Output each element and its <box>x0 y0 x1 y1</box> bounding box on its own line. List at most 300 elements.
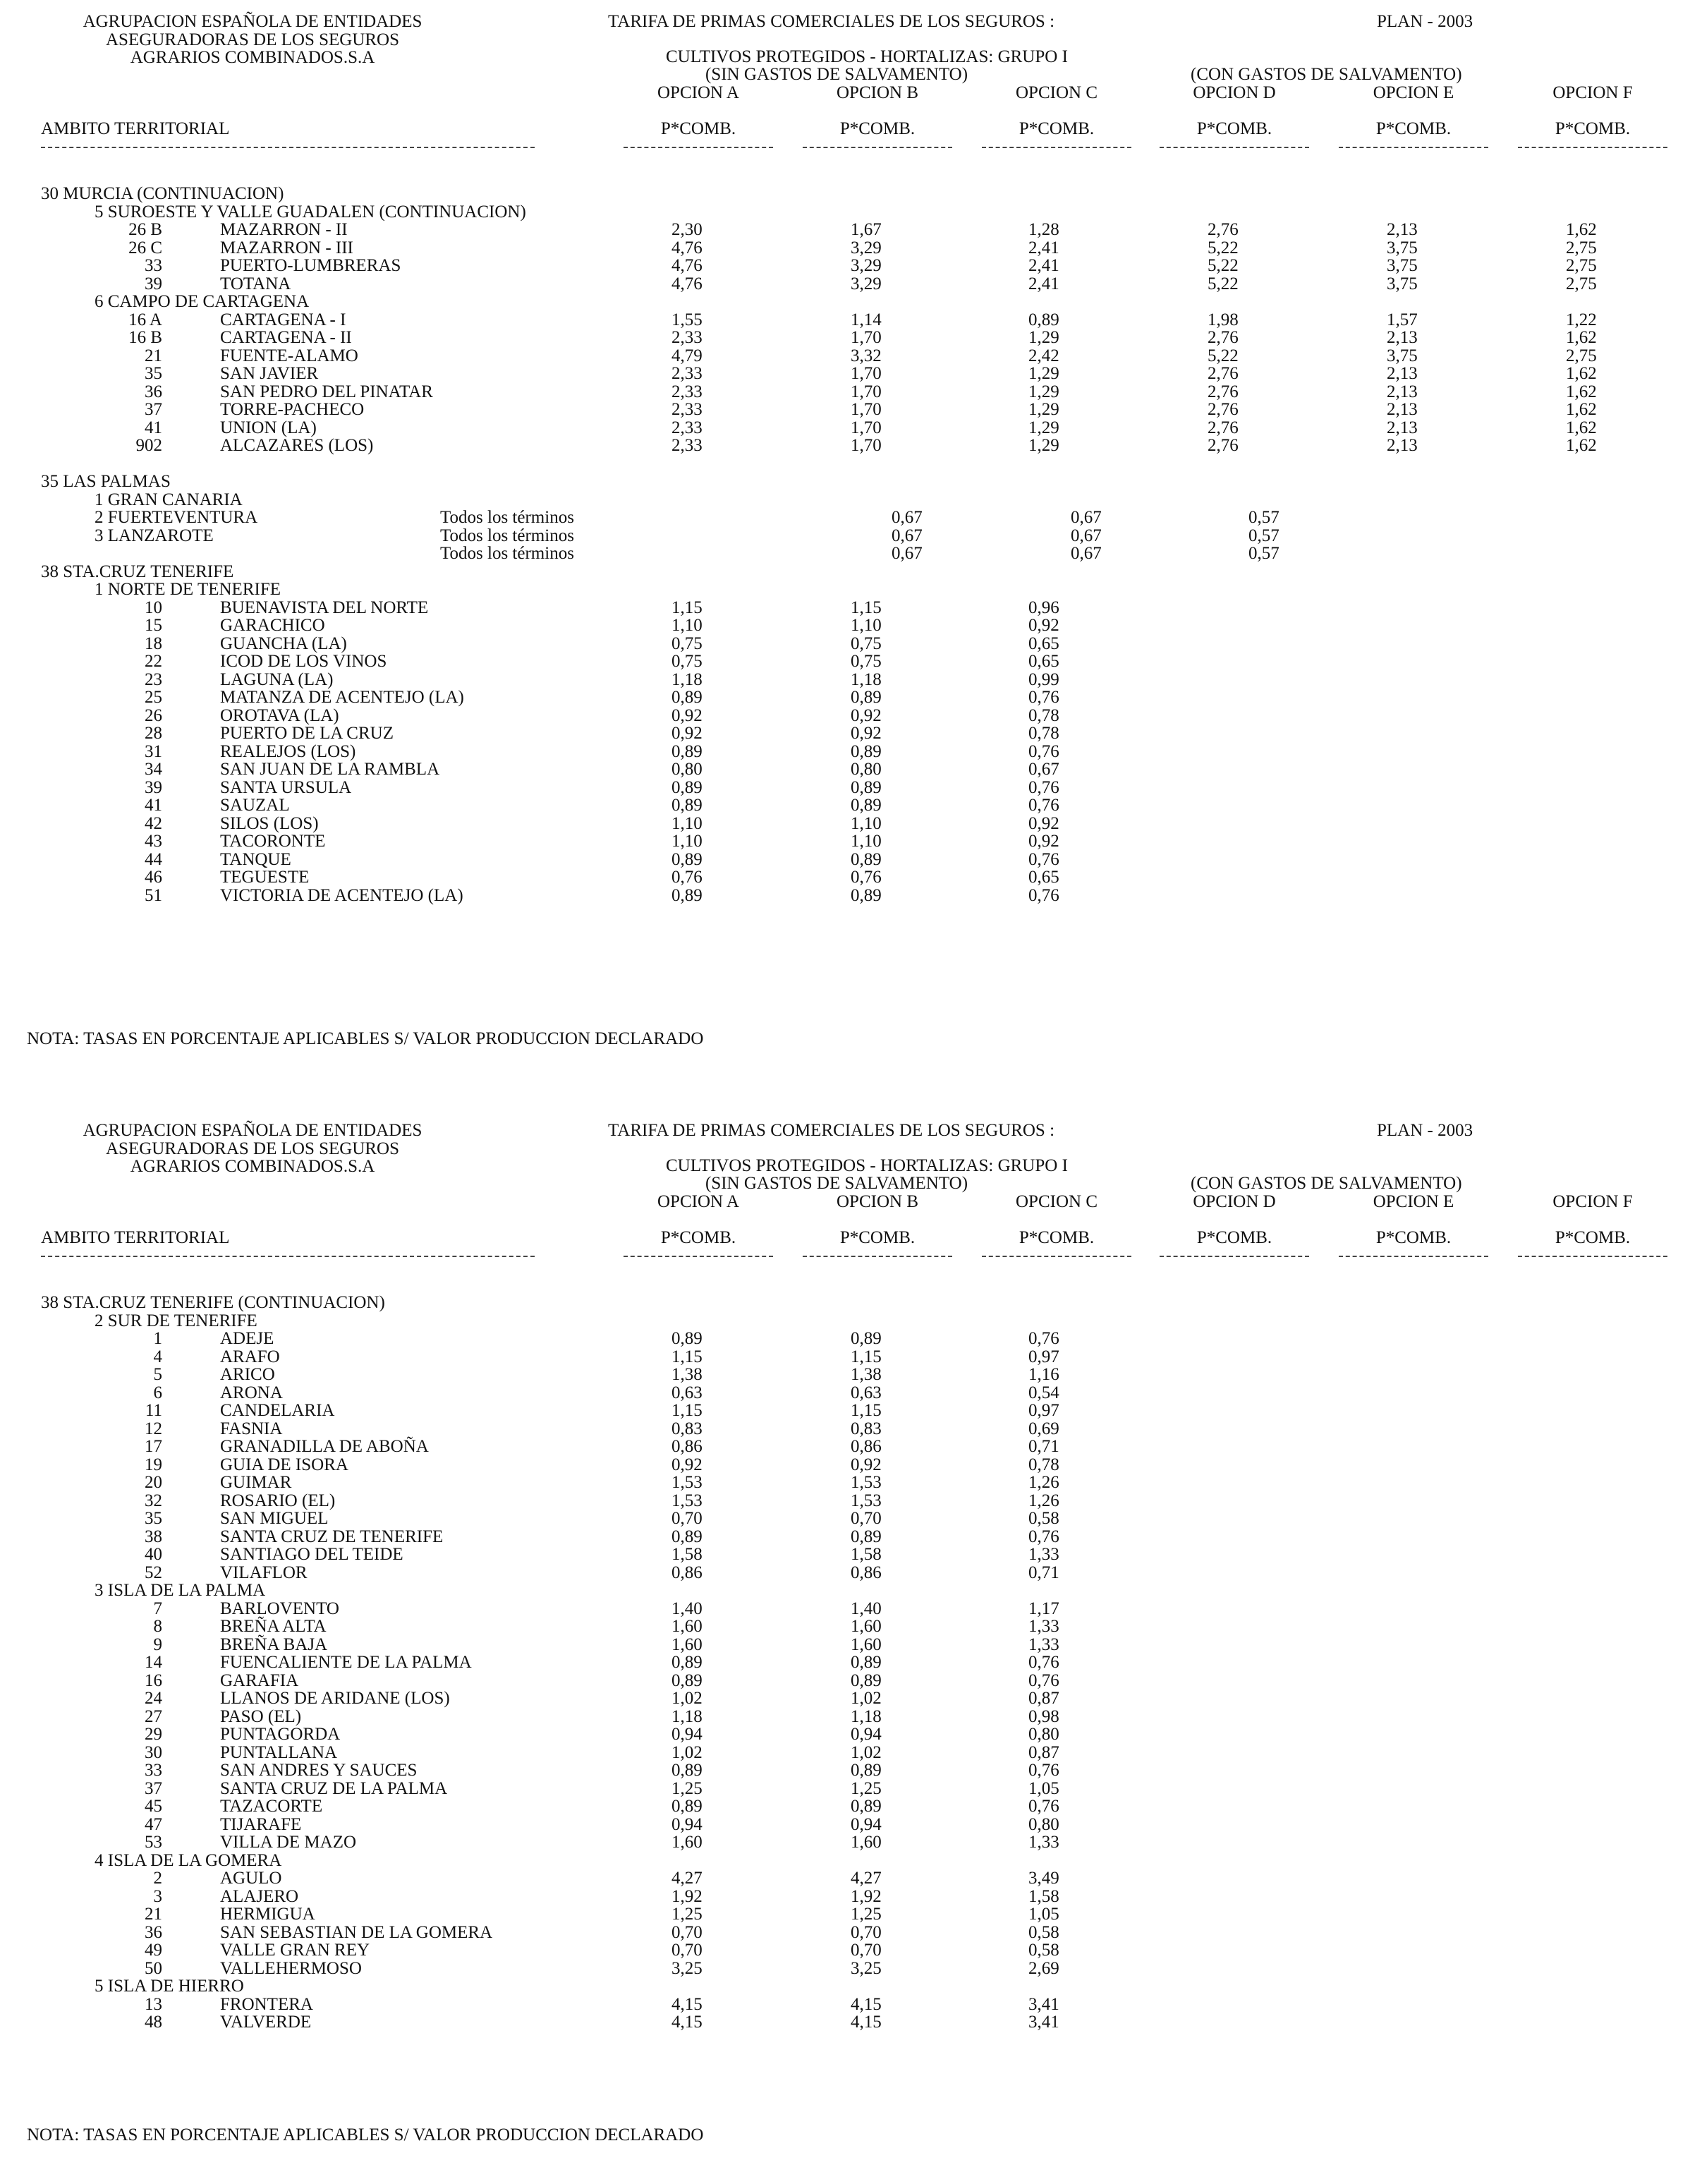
table-row <box>0 1636 1690 1654</box>
rate-value: 1,29 <box>1028 436 1059 455</box>
table-row <box>0 401 1690 419</box>
term-name: VILLA DE MAZO <box>220 1833 357 1852</box>
rate-value: 1,70 <box>851 328 882 347</box>
rate-value: 3,29 <box>851 238 882 257</box>
table-row <box>0 707 1690 725</box>
term-name: CARTAGENA - II <box>220 328 352 347</box>
rate-value: 1,62 <box>1566 220 1597 239</box>
rate-value: 1,25 <box>851 1778 882 1798</box>
table-row <box>0 743 1690 761</box>
rate-value: 0,92 <box>1028 616 1059 635</box>
rate-value: 0,76 <box>1028 741 1059 761</box>
section-label: 2 FUERTEVENTURA <box>95 508 258 527</box>
rate-value: 0,80 <box>671 760 703 779</box>
term-code: 11 <box>145 1401 162 1420</box>
term-code: 32 <box>145 1491 162 1510</box>
rate-value: 1,15 <box>851 597 882 617</box>
rate-value: 0,65 <box>1028 652 1059 671</box>
rate-value: 0,89 <box>851 1797 882 1816</box>
rate-value: 2,13 <box>1387 436 1418 455</box>
rate-value: 0,89 <box>671 688 703 707</box>
table-row <box>0 1474 1690 1492</box>
province-heading <box>0 473 1690 491</box>
term-name: SANTA CRUZ DE TENERIFE <box>220 1527 444 1546</box>
rate-value: 0,71 <box>1028 1437 1059 1456</box>
section-label: 4 ISLA DE LA GOMERA <box>95 1850 282 1870</box>
term-name: BUENAVISTA DEL NORTE <box>220 597 429 617</box>
option-header: OPCION D <box>1193 1192 1276 1211</box>
table-row <box>0 1384 1690 1402</box>
rate-value: 0,57 <box>1248 526 1279 545</box>
rate-value: 0,71 <box>1028 1563 1059 1582</box>
term-code: 36 <box>145 1922 162 1942</box>
pcomb-header: P*COMB. <box>660 119 736 138</box>
spacer <box>0 455 1690 473</box>
term-name: VICTORIA DE ACENTEJO (LA) <box>220 885 463 905</box>
tariff-page-1 <box>0 12 1690 1048</box>
rate-value: 1,18 <box>851 669 882 689</box>
rate-value: 1,40 <box>671 1598 703 1618</box>
pcomb-header: P*COMB. <box>1196 1228 1272 1247</box>
rate-value: 1,67 <box>851 220 882 239</box>
footnote: NOTA: TASAS EN PORCENTAJE APLICABLES S/ VALOR PRODUCCION DECLARADO <box>27 2125 704 2144</box>
rate-value: 1,02 <box>851 1742 882 1762</box>
term-code: 17 <box>145 1437 162 1456</box>
rate-value: 1,26 <box>1028 1491 1059 1510</box>
term-name: TAZACORTE <box>220 1797 323 1816</box>
term-name: Todos los términos <box>440 544 574 563</box>
rate-value: 1,29 <box>1028 400 1059 419</box>
term-name: CANDELARIA <box>220 1401 335 1420</box>
term-code: 21 <box>145 346 162 365</box>
rate-value: 0,70 <box>671 1941 703 1960</box>
rate-value: 0,58 <box>1028 1941 1059 1960</box>
term-code: 26 C <box>128 238 162 257</box>
table-row <box>0 1438 1690 1456</box>
rate-value: 0,75 <box>851 633 882 653</box>
term-name: LLANOS DE ARIDANE (LOS) <box>220 1689 450 1708</box>
rate-value: 0,94 <box>851 1725 882 1744</box>
rate-value: 3,75 <box>1387 346 1418 365</box>
rate-value: 0,92 <box>1028 832 1059 851</box>
term-name: TACORONTE <box>220 832 326 851</box>
tariff-title: TARIFA DE PRIMAS COMERCIALES DE LOS SEGUROS : <box>608 1121 1055 1140</box>
section-label: 5 ISLA DE HIERRO <box>95 1977 244 1996</box>
pcomb-header: P*COMB. <box>839 119 916 138</box>
rate-value: 3,29 <box>851 256 882 275</box>
table-row <box>0 1528 1690 1546</box>
organization-name: AGRUPACION ESPAÑOLA DE ENTIDADES ASEGURADORAS DE LOS SEGUROS AGRARIOS COMBINADOS.S.A <box>83 12 422 67</box>
pcomb-header: P*COMB. <box>660 1228 736 1247</box>
pcomb-header: P*COMB. <box>1375 119 1452 138</box>
rate-value: 4,79 <box>671 346 703 365</box>
rate-value: 4,15 <box>851 2013 882 2032</box>
rate-value: 0,58 <box>1028 1509 1059 1528</box>
rate-value: 3,25 <box>851 1958 882 1978</box>
table-row <box>0 1797 1690 1816</box>
term-code: 40 <box>145 1545 162 1564</box>
term-name: VALLE GRAN REY <box>220 1941 370 1960</box>
table-row <box>0 1833 1690 1852</box>
term-code: 39 <box>145 274 162 293</box>
term-name: PUERTO DE LA CRUZ <box>220 724 394 743</box>
rate-value: 0,97 <box>1028 1347 1059 1366</box>
plan-label: PLAN - 2003 <box>1377 1121 1473 1140</box>
rate-value: 0,89 <box>671 1527 703 1546</box>
term-name: BARLOVENTO <box>220 1598 339 1618</box>
option-header: OPCION F <box>1552 1192 1633 1211</box>
comarca-heading <box>0 491 1690 509</box>
term-code: 52 <box>145 1563 162 1582</box>
rate-value: 0,92 <box>851 705 882 725</box>
term-name: SILOS (LOS) <box>220 813 319 833</box>
rate-value: 1,33 <box>1028 1617 1059 1636</box>
pcomb-header: P*COMB. <box>839 1228 916 1247</box>
term-name: PUNTAGORDA <box>220 1725 341 1744</box>
section-label: 6 CAMPO DE CARTAGENA <box>95 292 310 311</box>
rate-value: 1,53 <box>851 1491 882 1510</box>
table-row <box>0 1888 1690 1906</box>
rate-value: 0,78 <box>1028 705 1059 725</box>
rate-value: 1,98 <box>1208 310 1239 329</box>
option-header: OPCION D <box>1193 83 1276 102</box>
rate-value: 0,63 <box>671 1383 703 1402</box>
term-name: REALEJOS (LOS) <box>220 741 356 761</box>
rate-value: 1,62 <box>1566 418 1597 437</box>
pcomb-header: P*COMB. <box>1196 119 1272 138</box>
table-row <box>0 796 1690 815</box>
rate-value: 2,13 <box>1387 328 1418 347</box>
rate-value: 0,89 <box>671 1670 703 1690</box>
term-code: 3 <box>153 1886 162 1906</box>
rate-value: 0,76 <box>1028 796 1059 815</box>
rate-value: 1,33 <box>1028 1833 1059 1852</box>
column-rule <box>1518 1256 1667 1257</box>
organization-name: AGRUPACION ESPAÑOLA DE ENTIDADES ASEGURADORAS DE LOS SEGUROS AGRARIOS COMBINADOS.S.A <box>83 1121 422 1176</box>
rate-value: 1,53 <box>671 1473 703 1492</box>
rate-value: 4,76 <box>671 274 703 293</box>
term-code: 41 <box>145 418 162 437</box>
comarca-heading <box>0 581 1690 599</box>
scope-rule <box>41 1256 535 1257</box>
term-name: SAN ANDRES Y SAUCES <box>220 1761 418 1780</box>
rate-value: 2,76 <box>1208 220 1239 239</box>
rate-value: 1,10 <box>671 832 703 851</box>
term-name: GUIMAR <box>220 1473 292 1492</box>
term-code: 16 A <box>128 310 162 329</box>
rate-value: 0,89 <box>851 796 882 815</box>
term-name: PASO (EL) <box>220 1706 302 1726</box>
table-row <box>0 1780 1690 1798</box>
rate-value: 1,70 <box>851 400 882 419</box>
pcomb-header: P*COMB. <box>1555 119 1631 138</box>
page-header <box>0 13 1690 168</box>
rate-value: 1,60 <box>851 1617 882 1636</box>
term-name: ARONA <box>220 1383 283 1402</box>
term-code: 5 <box>153 1365 162 1384</box>
table-row <box>0 815 1690 833</box>
rate-value: 1,58 <box>1028 1886 1059 1906</box>
term-code: 51 <box>145 885 162 905</box>
rate-value: 0,67 <box>1071 544 1102 563</box>
rate-value: 2,41 <box>1028 238 1059 257</box>
term-code: 47 <box>145 1814 162 1834</box>
term-code: 7 <box>153 1598 162 1618</box>
term-name: MAZARRON - II <box>220 220 348 239</box>
column-rule <box>1339 1256 1488 1257</box>
rate-value: 1,17 <box>1028 1598 1059 1618</box>
term-code: 6 <box>153 1383 162 1402</box>
rate-value: 0,87 <box>1028 1689 1059 1708</box>
table-row <box>0 1402 1690 1420</box>
term-code: 15 <box>145 616 162 635</box>
term-name: BREÑA ALTA <box>220 1617 327 1636</box>
rate-value: 1,05 <box>1028 1905 1059 1924</box>
rate-value: 1,15 <box>671 1401 703 1420</box>
term-code: 1 <box>153 1329 162 1348</box>
term-code: 31 <box>145 741 162 761</box>
term-name: Todos los términos <box>440 526 574 545</box>
rate-value: 2,13 <box>1387 364 1418 383</box>
rate-value: 1,25 <box>671 1905 703 1924</box>
rate-value: 2,75 <box>1566 346 1597 365</box>
rate-value: 0,75 <box>671 633 703 653</box>
term-code: 16 B <box>128 328 162 347</box>
term-code: 48 <box>145 2013 162 2032</box>
rate-value: 0,58 <box>1028 1922 1059 1942</box>
option-header: OPCION F <box>1552 83 1633 102</box>
table-row <box>0 1996 1690 2014</box>
term-code: 24 <box>145 1689 162 1708</box>
table-row <box>0 653 1690 671</box>
table-row <box>0 1654 1690 1672</box>
territorial-scope-header: AMBITO TERRITORIAL <box>41 119 230 138</box>
rate-value: 1,62 <box>1566 382 1597 401</box>
column-rule <box>803 1256 952 1257</box>
term-code: 35 <box>145 364 162 383</box>
term-name: AGULO <box>220 1869 282 1888</box>
term-name: FRONTERA <box>220 1994 313 2014</box>
term-code: 33 <box>145 256 162 275</box>
rate-value: 0,76 <box>1028 1527 1059 1546</box>
term-code: 13 <box>145 1994 162 2014</box>
rate-value: 0,76 <box>1028 1797 1059 1816</box>
rate-value: 0,86 <box>851 1563 882 1582</box>
rate-value: 1,25 <box>851 1905 882 1924</box>
term-code: 29 <box>145 1725 162 1744</box>
with-salvage-label: (CON GASTOS DE SALVAMENTO) <box>1191 1174 1462 1193</box>
rate-value: 0,89 <box>851 1653 882 1672</box>
section-label: 30 MURCIA (CONTINUACION) <box>41 184 284 203</box>
rate-value: 1,15 <box>671 1347 703 1366</box>
column-rule <box>982 147 1131 148</box>
rate-value: 0,89 <box>671 1761 703 1780</box>
rate-value: 0,87 <box>1028 1742 1059 1762</box>
province-heading <box>0 563 1690 581</box>
table-row <box>0 347 1690 365</box>
table-row <box>0 383 1690 401</box>
rate-value: 0,65 <box>1028 633 1059 653</box>
pcomb-header: P*COMB. <box>1019 119 1095 138</box>
table-row <box>0 688 1690 707</box>
rate-value: 0,78 <box>1028 1455 1059 1474</box>
rate-value: 0,89 <box>851 1670 882 1690</box>
rate-value: 1,53 <box>671 1491 703 1510</box>
comarca-heading <box>0 1852 1690 1870</box>
crop-group-title: CULTIVOS PROTEGIDOS - HORTALIZAS: GRUPO I <box>666 47 1068 66</box>
column-rule <box>624 1256 773 1257</box>
term-code: 35 <box>145 1509 162 1528</box>
rate-value: 3,29 <box>851 274 882 293</box>
rate-value: 0,67 <box>892 544 923 563</box>
term-code: 53 <box>145 1833 162 1852</box>
crop-group-title: CULTIVOS PROTEGIDOS - HORTALIZAS: GRUPO I <box>666 1156 1068 1175</box>
rate-value: 1,60 <box>671 1634 703 1654</box>
term-name: VILAFLOR <box>220 1563 308 1582</box>
tariff-page-2 <box>0 1121 1690 2144</box>
rate-value: 2,69 <box>1028 1958 1059 1978</box>
option-header: OPCION E <box>1373 1192 1454 1211</box>
term-name: ARAFO <box>220 1347 280 1366</box>
rate-value: 0,76 <box>1028 1653 1059 1672</box>
rate-value: 0,70 <box>671 1922 703 1942</box>
term-code: 16 <box>145 1670 162 1690</box>
rate-value: 0,94 <box>851 1814 882 1834</box>
term-name: HERMIGUA <box>220 1905 315 1924</box>
rate-value: 1,15 <box>851 1347 882 1366</box>
rate-value: 0,89 <box>671 1653 703 1672</box>
spacer <box>0 545 1690 563</box>
term-name: TIJARAFE <box>220 1814 302 1834</box>
comarca-heading <box>0 1582 1690 1600</box>
section-label: 2 SUR DE TENERIFE <box>95 1311 257 1330</box>
term-code: 43 <box>145 832 162 851</box>
term-name: GARAFIA <box>220 1670 299 1690</box>
rate-value: 0,76 <box>1028 1670 1059 1690</box>
rate-value: 0,76 <box>1028 849 1059 869</box>
column-rule <box>803 147 952 148</box>
table-row <box>0 1960 1690 1978</box>
term-code: 37 <box>145 400 162 419</box>
column-rule <box>1339 147 1488 148</box>
rate-value: 0,67 <box>1071 526 1102 545</box>
table-row <box>0 1456 1690 1474</box>
term-name: ADEJE <box>220 1329 274 1348</box>
term-code: 23 <box>145 669 162 689</box>
rate-value: 1,02 <box>671 1742 703 1762</box>
table-row <box>0 221 1690 239</box>
rate-value: 4,15 <box>851 1994 882 2014</box>
term-name: TEGUESTE <box>220 868 310 887</box>
table-row <box>0 1330 1690 1348</box>
rate-value: 1,62 <box>1566 436 1597 455</box>
rate-value: 0,80 <box>1028 1725 1059 1744</box>
rate-value: 3,41 <box>1028 1994 1059 2014</box>
term-name: SANTA URSULA <box>220 777 352 797</box>
rate-value: 1,29 <box>1028 418 1059 437</box>
term-name: ALCAZARES (LOS) <box>220 436 374 455</box>
table-row <box>0 1905 1690 1924</box>
comarca-heading <box>0 527 1690 545</box>
rate-value: 4,76 <box>671 256 703 275</box>
term-name: TORRE-PACHECO <box>220 400 365 419</box>
table-row <box>0 1816 1690 1834</box>
term-code: 26 <box>145 705 162 725</box>
term-code: 25 <box>145 688 162 707</box>
rate-value: 1,29 <box>1028 364 1059 383</box>
rate-value: 1,10 <box>851 616 882 635</box>
comarca-heading <box>0 203 1690 222</box>
rate-value: 2,13 <box>1387 400 1418 419</box>
rate-value: 0,80 <box>1028 1814 1059 1834</box>
term-code: 22 <box>145 652 162 671</box>
rate-value: 0,89 <box>851 741 882 761</box>
rate-value: 0,75 <box>671 652 703 671</box>
section-label: 3 ISLA DE LA PALMA <box>95 1581 266 1600</box>
pcomb-header: P*COMB. <box>1555 1228 1631 1247</box>
rate-value: 1,18 <box>671 669 703 689</box>
rate-value: 1,02 <box>671 1689 703 1708</box>
term-name: SANTIAGO DEL TEIDE <box>220 1545 403 1564</box>
term-name: TOTANA <box>220 274 291 293</box>
term-name: Todos los términos <box>440 508 574 527</box>
rate-value: 0,89 <box>851 688 882 707</box>
rate-value: 2,76 <box>1208 364 1239 383</box>
section-label: 38 STA.CRUZ TENERIFE (CONTINUACION) <box>41 1293 385 1312</box>
page-header <box>0 1122 1690 1277</box>
rate-value: 0,89 <box>1028 310 1059 329</box>
table-row <box>0 275 1690 293</box>
term-code: 14 <box>145 1653 162 1672</box>
rate-value: 0,83 <box>851 1419 882 1438</box>
table-row <box>0 635 1690 653</box>
table-row <box>0 1366 1690 1384</box>
rate-value: 1,60 <box>671 1617 703 1636</box>
rate-value: 4,27 <box>851 1869 882 1888</box>
term-code: 18 <box>145 633 162 653</box>
rate-value: 0,67 <box>892 508 923 527</box>
rate-value: 0,80 <box>851 760 882 779</box>
rate-value: 0,92 <box>1028 813 1059 833</box>
rate-value: 1,29 <box>1028 382 1059 401</box>
rate-value: 0,70 <box>851 1941 882 1960</box>
table-row <box>0 329 1690 347</box>
rate-value: 0,92 <box>851 724 882 743</box>
table-row <box>0 1725 1690 1744</box>
rate-value: 2,41 <box>1028 274 1059 293</box>
rate-value: 0,65 <box>1028 868 1059 887</box>
rate-value: 2,42 <box>1028 346 1059 365</box>
province-heading <box>0 185 1690 203</box>
table-row <box>0 868 1690 887</box>
rate-value: 2,76 <box>1208 382 1239 401</box>
rate-value: 0,76 <box>1028 885 1059 905</box>
section-label: 1 GRAN CANARIA <box>95 490 243 509</box>
table-row <box>0 851 1690 869</box>
rate-value: 4,15 <box>671 2013 703 2032</box>
option-header: OPCION B <box>837 83 918 102</box>
rate-value: 1,33 <box>1028 1634 1059 1654</box>
table-row <box>0 1510 1690 1528</box>
term-name: PUERTO-LUMBRERAS <box>220 256 401 275</box>
tariff-rows <box>0 185 1690 904</box>
rate-value: 0,96 <box>1028 597 1059 617</box>
term-code: 41 <box>145 796 162 815</box>
rate-value: 0,89 <box>851 849 882 869</box>
term-code: 50 <box>145 1958 162 1978</box>
term-name: SAN MIGUEL <box>220 1509 329 1528</box>
column-rule <box>1160 1256 1309 1257</box>
